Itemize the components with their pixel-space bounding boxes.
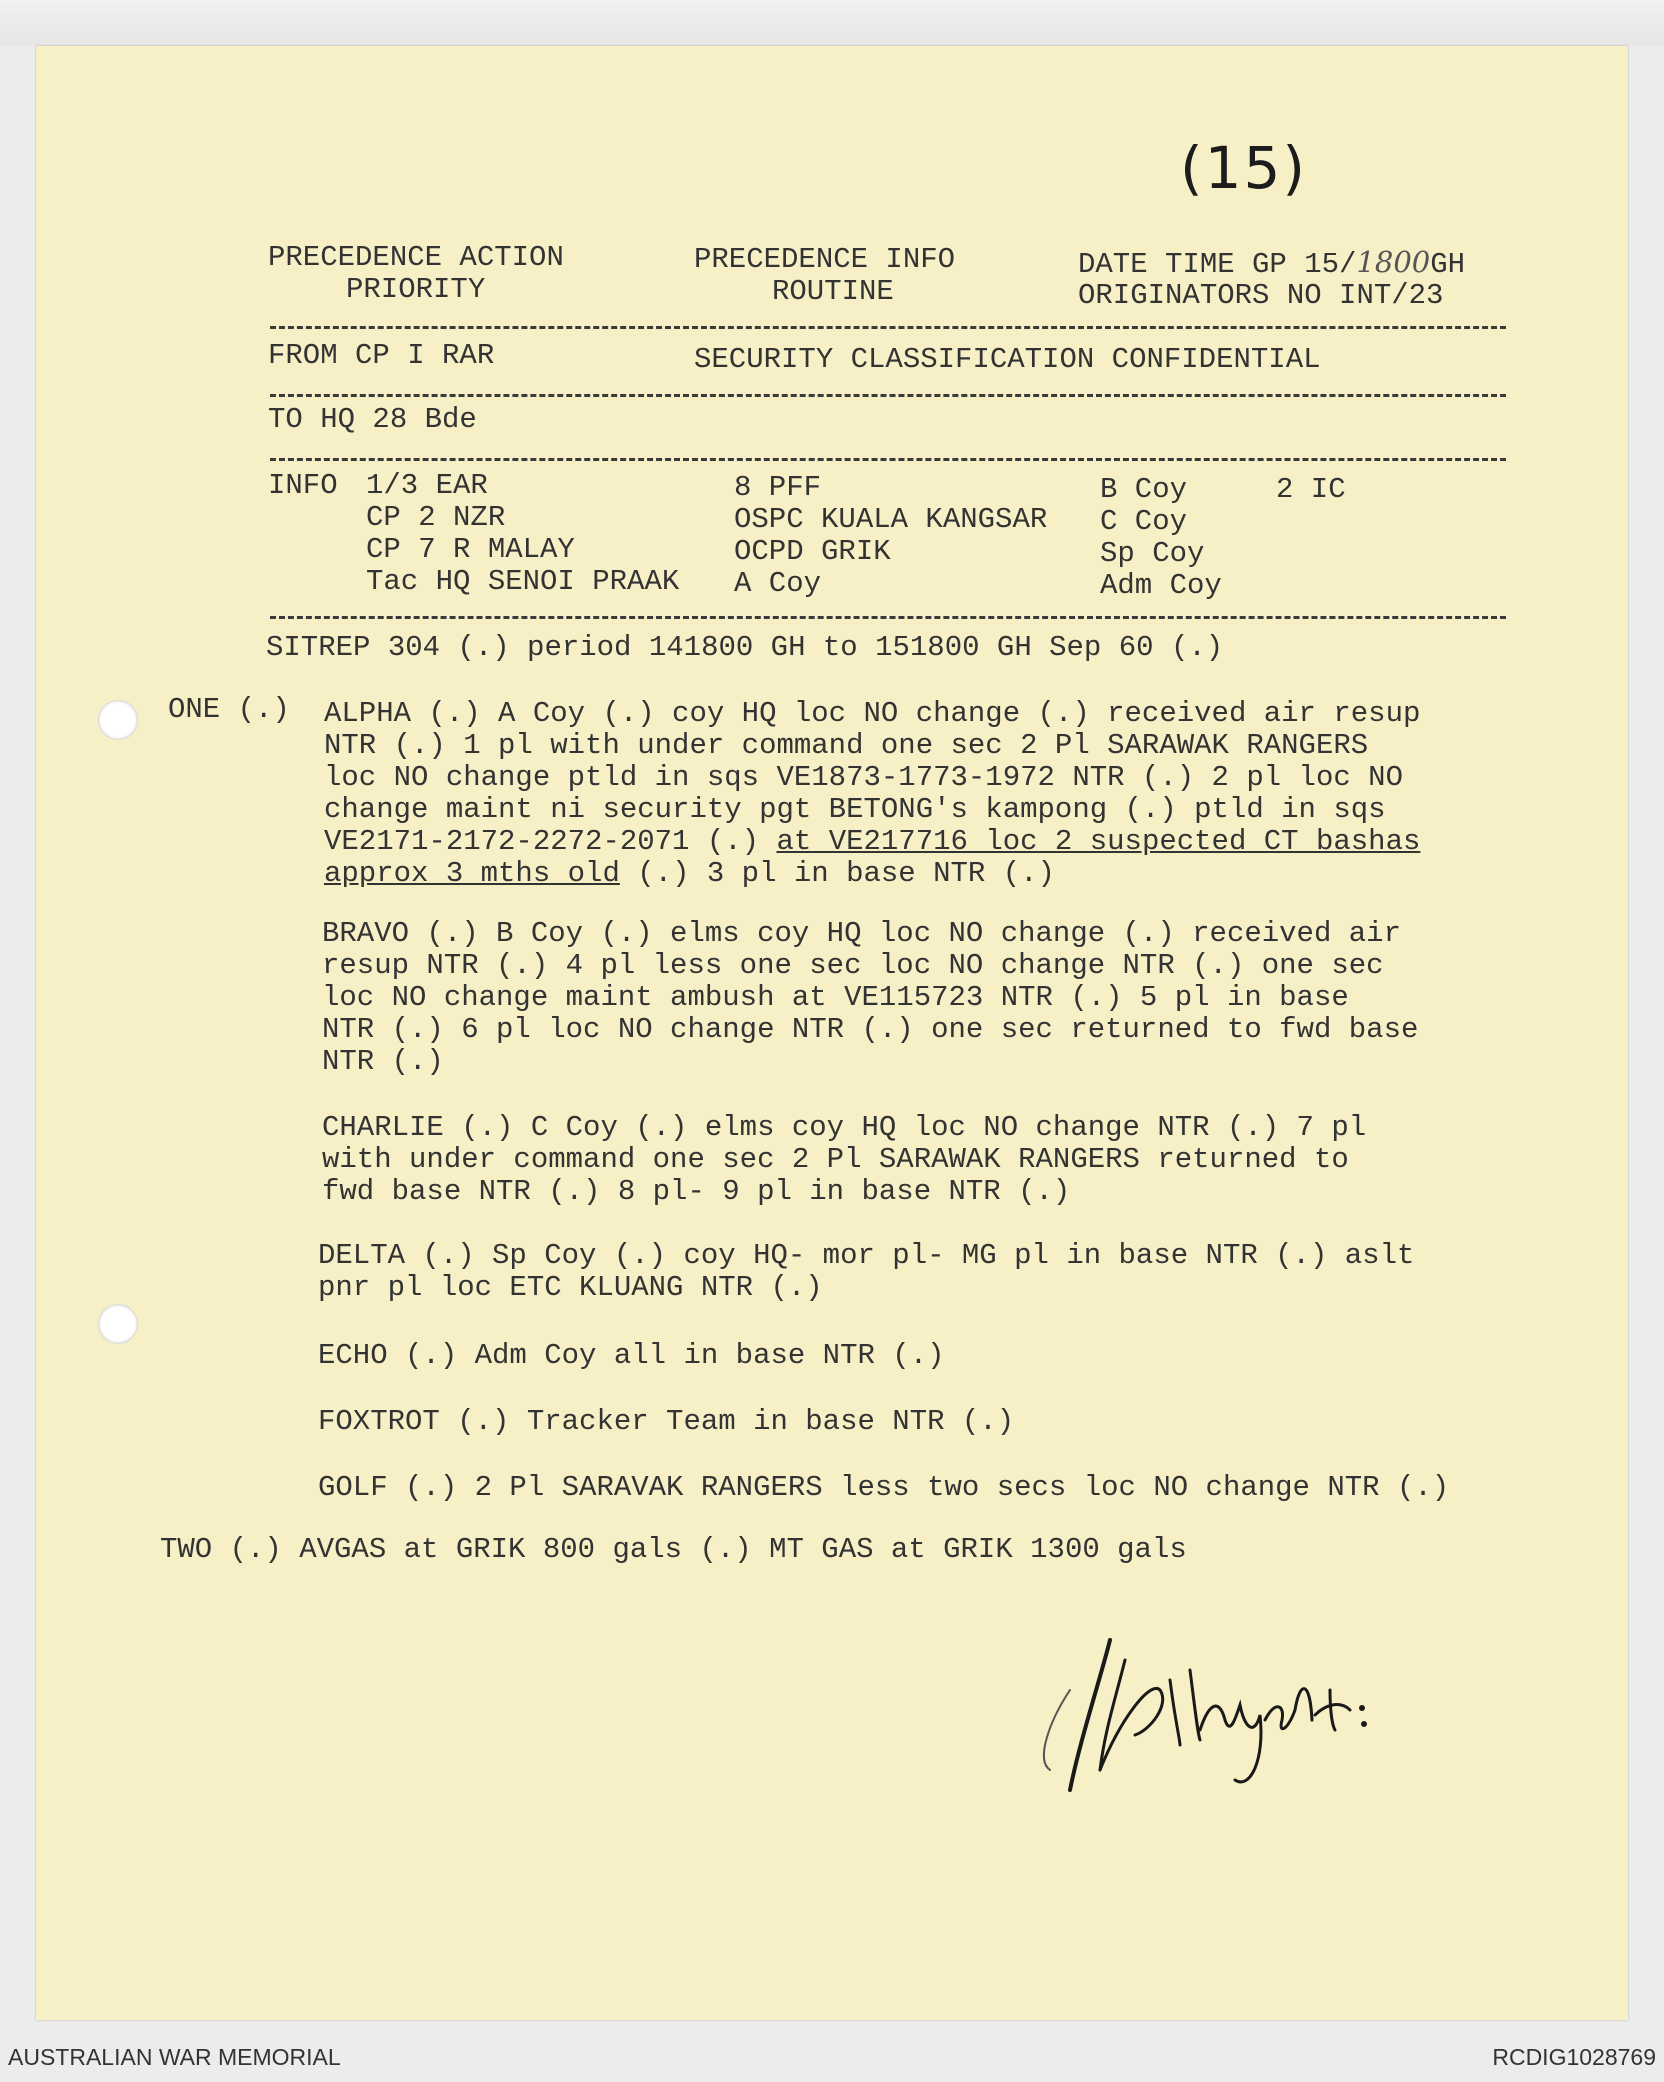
page-number: (15) xyxy=(1180,134,1308,202)
info-addressee: 2 IC xyxy=(1276,473,1346,506)
alpha-line xyxy=(324,858,1055,890)
dtg-suffix: GH xyxy=(1430,248,1466,281)
info-addressee: B Coy xyxy=(1100,473,1188,506)
info-addressee: Adm Coy xyxy=(1100,569,1222,602)
alpha-line: change maint ni security pgt BETONG's kampong (.) ptld in sqs xyxy=(324,793,1386,826)
divider xyxy=(270,616,1506,619)
dtg-label: DATE TIME GP 15/ xyxy=(1078,248,1357,281)
alpha-line: NTR (.) 1 pl with under command one sec 2 Pl SARAWAK RANGERS xyxy=(324,729,1369,762)
info-addressee: CP 7 R MALAY xyxy=(366,533,575,566)
echo-line: ECHO (.) Adm Coy all in base NTR (.) xyxy=(318,1339,945,1372)
divider xyxy=(270,326,1506,329)
alpha-underlined-text: approx 3 mths old xyxy=(324,857,620,890)
para-two-line: TWO (.) AVGAS at GRIK 800 gals (.) MT GAS at GRIK 1300 gals xyxy=(160,1533,1187,1566)
info-addressee: CP 2 NZR xyxy=(366,501,506,534)
divider xyxy=(270,394,1506,397)
sitrep-line: SITREP 304 (.) period 141800 GH to 151800 GH Sep 60 (.) xyxy=(266,631,1224,664)
charlie-line: CHARLIE (.) C Coy (.) elms coy HQ loc NO change NTR (.) 7 pl xyxy=(322,1111,1367,1144)
alpha-underlined-text: at VE217716 loc 2 suspected CT bashas xyxy=(776,825,1421,858)
from-line: FROM CP I RAR xyxy=(268,339,495,372)
dtg-handwritten: 1800 xyxy=(1356,245,1431,279)
charlie-line: with under command one sec 2 Pl SARAWAK RANGERS returned to xyxy=(322,1143,1349,1176)
bravo-line: NTR (.) xyxy=(322,1045,444,1078)
bravo-line: NTR (.) 6 pl loc NO change NTR (.) one sec returned to fwd base xyxy=(322,1013,1419,1046)
alpha-line: ALPHA (.) A Coy (.) coy HQ loc NO change (.) received air resup xyxy=(324,697,1421,730)
originators-number: ORIGINATORS NO INT/23 xyxy=(1078,279,1444,312)
info-label: INFO xyxy=(268,469,338,502)
punch-hole-top xyxy=(98,700,138,740)
date-time-group xyxy=(1078,246,1465,281)
routine: ROUTINE xyxy=(772,275,894,308)
bravo-line: BRAVO (.) B Coy (.) elms coy HQ loc NO change (.) received air xyxy=(322,917,1401,950)
footer-left: AUSTRALIAN WAR MEMORIAL xyxy=(8,2044,341,2070)
bravo-line: loc NO change maint ambush at VE115723 NTR (.) 5 pl in base xyxy=(322,981,1349,1014)
bravo-line: resup NTR (.) 4 pl less one sec loc NO change NTR (.) one sec xyxy=(322,949,1384,982)
footer-right: RCDIG1028769 xyxy=(1492,2044,1656,2070)
alpha-line6-text: (.) 3 pl in base NTR (.) xyxy=(619,857,1055,890)
info-addressee: OCPD GRIK xyxy=(734,535,891,568)
info-addressee: A Coy xyxy=(734,567,822,600)
security-classification: SECURITY CLASSIFICATION CONFIDENTIAL xyxy=(694,343,1321,376)
info-addressee: 1/3 EAR xyxy=(366,469,488,502)
precedence-action: PRECEDENCE ACTION xyxy=(268,241,564,274)
divider xyxy=(270,458,1506,461)
alpha-line xyxy=(324,826,1420,858)
alpha-line: loc NO change ptld in sqs VE1873-1773-1972 NTR (.) 2 pl loc NO xyxy=(324,761,1403,794)
precedence-info: PRECEDENCE INFO xyxy=(694,243,956,276)
alpha-line5-text: VE2171-2172-2272-2071 (.) xyxy=(324,825,777,858)
priority: PRIORITY xyxy=(346,273,486,306)
delta-line: pnr pl loc ETC KLUANG NTR (.) xyxy=(318,1271,823,1304)
charlie-line: fwd base NTR (.) 8 pl- 9 pl in base NTR (.) xyxy=(322,1175,1071,1208)
foxtrot-line: FOXTROT (.) Tracker Team in base NTR (.) xyxy=(318,1405,1015,1438)
info-addressee: C Coy xyxy=(1100,505,1188,538)
info-addressee: Tac HQ SENOI PRAAK xyxy=(366,565,680,598)
info-addressee: 8 PFF xyxy=(734,471,822,504)
info-addressee: OSPC KUALA KANGSAR xyxy=(734,503,1048,536)
info-addressee: Sp Coy xyxy=(1100,537,1205,570)
handwritten-signature xyxy=(1030,1620,1450,1800)
delta-line: DELTA (.) Sp Coy (.) coy HQ- mor pl- MG pl in base NTR (.) aslt xyxy=(318,1239,1415,1272)
to-line: TO HQ 28 Bde xyxy=(268,403,477,436)
golf-line: GOLF (.) 2 Pl SARAVAK RANGERS less two secs loc NO change NTR (.) xyxy=(318,1471,1450,1504)
scan-top-margin xyxy=(0,0,1664,46)
para-one-label: ONE (.) xyxy=(168,693,290,726)
punch-hole-bottom xyxy=(98,1304,138,1344)
